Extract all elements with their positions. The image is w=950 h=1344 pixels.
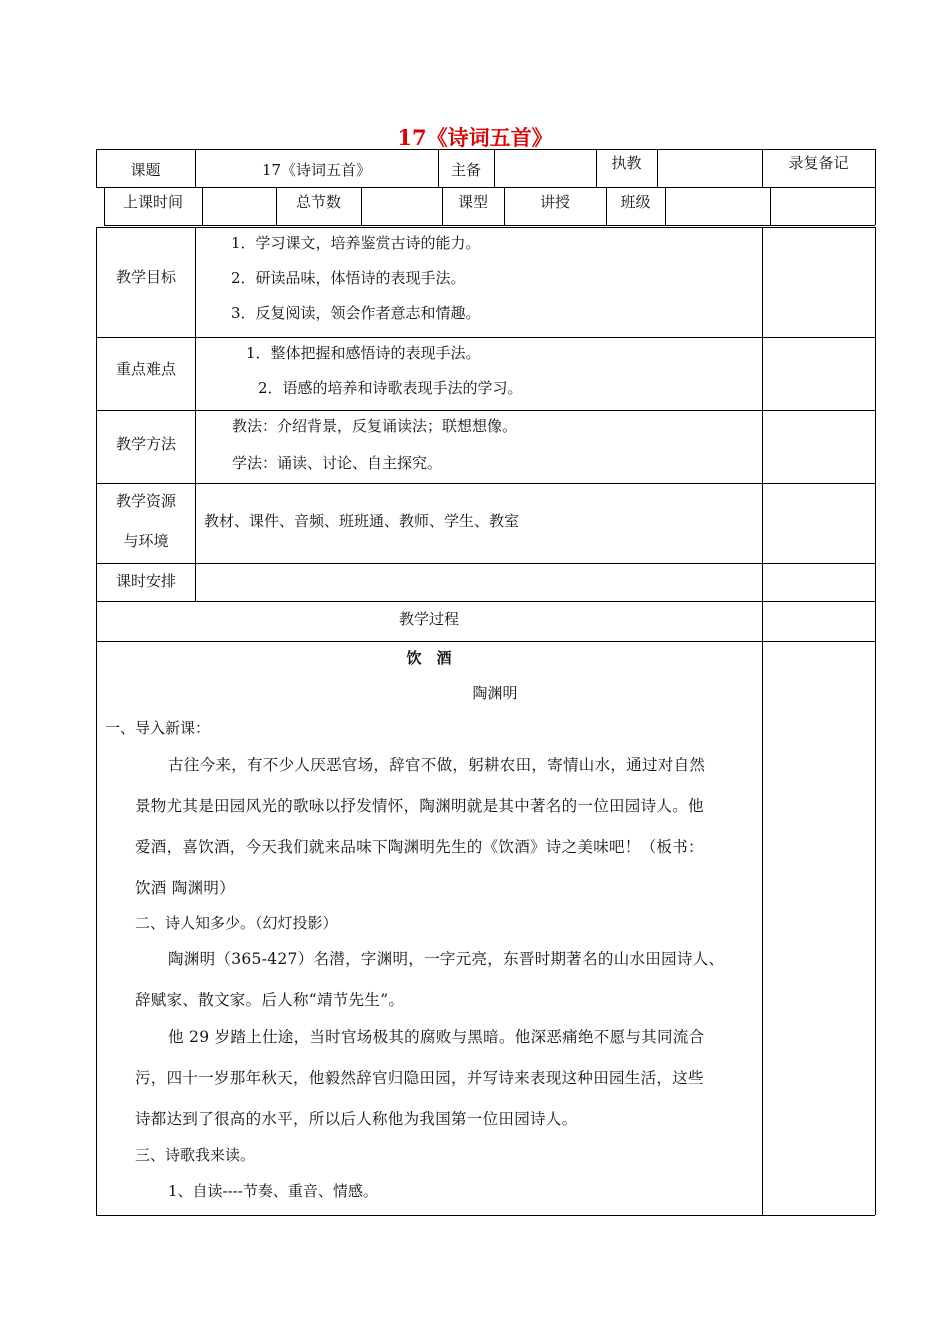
goal-item: 3．反复阅读，领会作者意志和情趣。 bbox=[231, 304, 481, 322]
focus-label: 重点难点 bbox=[115, 360, 176, 378]
keti-value: 17《诗词五首》 bbox=[261, 161, 372, 179]
keti-label: 课题 bbox=[130, 161, 161, 179]
resources-value: 教材、课件、音频、班班通、教师、学生、教室 bbox=[204, 512, 520, 530]
zongjie-label: 总节数 bbox=[295, 193, 341, 211]
shangke-label: 上课时间 bbox=[122, 193, 183, 211]
resources-label-line2: 与环境 bbox=[123, 532, 169, 550]
method-item: 教法：介绍背景，反复诵读法；联想想像。 bbox=[232, 417, 518, 435]
bio-line: 陶渊明（365-427）名潜，字渊明，一字元亮，东晋时期著名的山水田园诗人、 bbox=[168, 950, 725, 968]
intro-line: 古往今来，有不少人厌恶官场，辞官不做，躬耕农田，寄情山水，通过对自然 bbox=[168, 756, 706, 774]
zhijiao-label: 执教 bbox=[611, 154, 642, 172]
poem-author: 陶渊明 bbox=[472, 684, 518, 702]
method-label: 教学方法 bbox=[115, 435, 176, 453]
goals-label: 教学目标 bbox=[115, 268, 176, 286]
life-line: 他 29 岁踏上仕途，当时官场极其的腐败与黑暗。他深恶痛绝不愿与其同流合 bbox=[168, 1028, 705, 1046]
intro-line: 景物尤其是田园风光的歌咏以抒发情怀，陶渊明就是其中著名的一位田园诗人。他 bbox=[135, 797, 704, 815]
intro-line: 爱酒，喜饮酒，今天我们就来品味下陶渊明先生的《饮酒》诗之美味吧！（板书： bbox=[135, 838, 704, 856]
kexing-value: 讲授 bbox=[539, 193, 570, 211]
process-label: 教学过程 bbox=[398, 610, 459, 628]
life-line: 诗都达到了很高的水平，所以后人称他为我国第一位田园诗人。 bbox=[135, 1110, 578, 1128]
schedule-label: 课时安排 bbox=[115, 572, 176, 590]
reading-step: 1、自读----节奏、重音、情感。 bbox=[168, 1182, 378, 1200]
banji-label: 班级 bbox=[620, 193, 651, 211]
goal-item: 1．学习课文，培养鉴赏古诗的能力。 bbox=[231, 234, 481, 252]
resources-label-line1: 教学资源 bbox=[115, 492, 176, 510]
lufu-label: 录复备记 bbox=[788, 154, 849, 172]
life-line: 污，四十一岁那年秋天，他毅然辞官归隐田园，并写诗来表现这种田园生活，这些 bbox=[135, 1069, 704, 1087]
method-item: 学法：诵读、讨论、自主探究。 bbox=[232, 454, 443, 472]
page-title: 17《诗词五首》 bbox=[397, 125, 553, 150]
heading-reading: 三、诗歌我来读。 bbox=[135, 1146, 256, 1164]
heading-poet: 二、诗人知多少。（幻灯投影） bbox=[135, 914, 338, 932]
intro-line: 饮酒 陶渊明） bbox=[135, 879, 236, 897]
heading-intro: 一、导入新课： bbox=[105, 719, 211, 737]
zhubei-label: 主备 bbox=[450, 161, 481, 179]
kexing-label: 课型 bbox=[457, 193, 488, 211]
goal-item: 2．研读品味，体悟诗的表现手法。 bbox=[231, 269, 466, 287]
focus-item: 2．语感的培养和诗歌表现手法的学习。 bbox=[258, 379, 523, 397]
poem-title: 饮 酒 bbox=[406, 649, 452, 667]
focus-item: 1．整体把握和感悟诗的表现手法。 bbox=[246, 344, 481, 362]
bio-line: 辞赋家、散文家。后人称“靖节先生”。 bbox=[135, 991, 405, 1009]
